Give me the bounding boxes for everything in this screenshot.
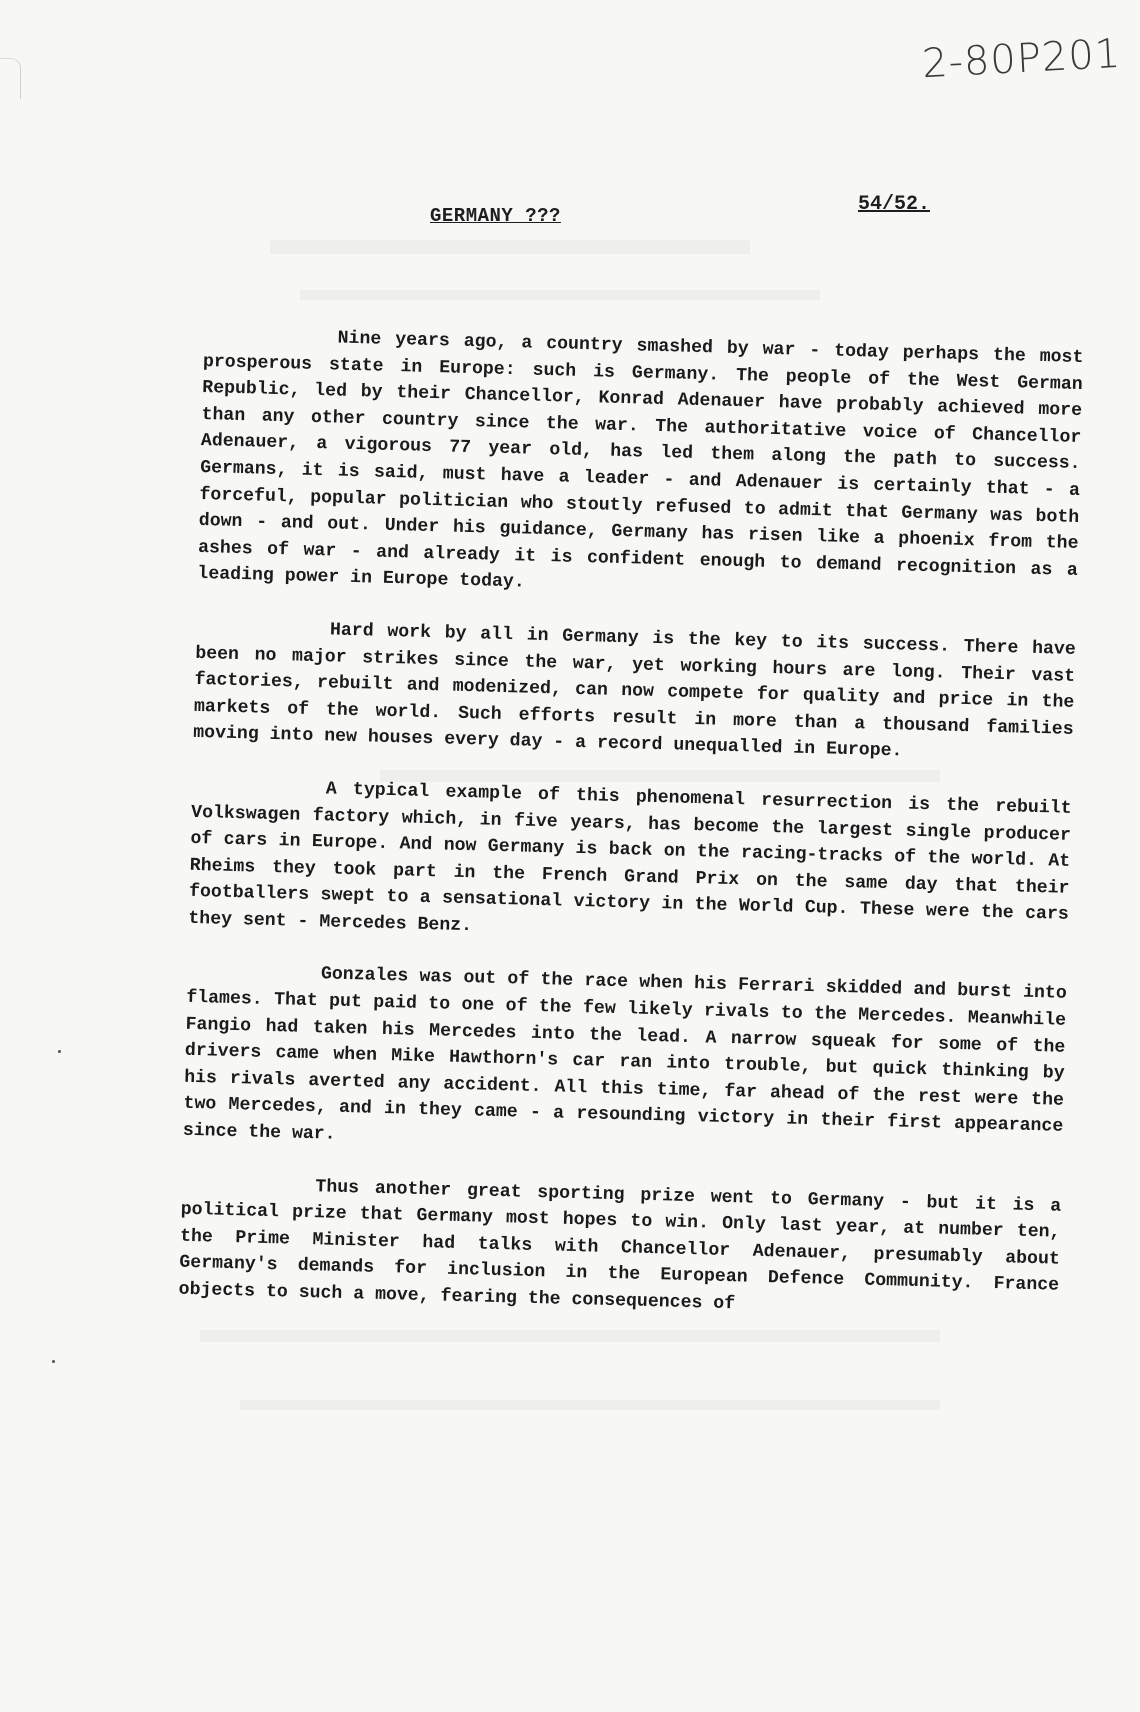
show-through-shadow bbox=[300, 290, 820, 300]
paragraph-2: Hard work by all in Germany is the key to its success. There have been no major strikes since the war, yet working hours are long. Their vast factories, rebuilt and modenized, can now compete for quality and price in the markets of the world. Such efforts result in more than a thousand families moving into new houses every day - a record unequalled in Europe. bbox=[192, 620, 1076, 762]
handwritten-reference-number: 2-80P201 bbox=[920, 30, 1123, 88]
document-body bbox=[178, 322, 1084, 1352]
scan-speck bbox=[58, 1050, 61, 1053]
show-through-shadow bbox=[270, 240, 750, 254]
document-number: 54/52. bbox=[858, 193, 931, 216]
scan-speck bbox=[52, 1360, 55, 1363]
paragraph-1: Nine years ago, a country smashed by war - today perhaps the most prosperous state in Europe: such is Germany. The people of the West German Republic, led by their Chancellor, Konrad Adenauer have probably achieved more than any other country since the war. The authoritative voice of Chancellor Adenauer, a vigorous 77 year old, has led them along the path to success. Germans, it is said, must have a leader - and Adenauer is certainly that - a forceful, popular politician who stoutly refused to admit that Germany was both down - and out. Under his guidance, Germany has risen like a phoenix from the ashes of war - and already it is confident enough to demand recognition as a leading power in Europe today. bbox=[197, 328, 1084, 593]
show-through-shadow bbox=[240, 1400, 940, 1410]
paragraph-3: A typical example of this phenomenal resurrection is the rebuilt Volkswagen factory which, in five years, has become the largest single producer of cars in Europe. And now Germany is back on the racing-tracks of the world. At Rheims they took part in the French Grand Prix on the same day that their footballers swept to a sensational victory in the World Cup. These were the cars they sent - Mercedes Benz. bbox=[188, 779, 1072, 937]
paragraph-5: Thus another great sporting prize went to Germany - but it is a political prize that Germany most hopes to win. Only last year, at number ten, the Prime Minister had talks with Chancellor Adenauer, presumably about Germany's demands for inclusion in the European Defence Community. France objects to such a move, fearing the consequences of bbox=[178, 1176, 1062, 1315]
document-title: GERMANY ??? bbox=[430, 205, 561, 227]
margin-pencil-mark bbox=[0, 58, 21, 99]
paragraph-4: Gonzales was out of the race when his Ferrari skidded and burst into flames. That put paid to one of the few likely rivals to the Mercedes. Meanwhile Fangio had taken his Mercedes into the lead. A narrow squeak for some of the drivers came when Mike Hawthorn's car ran into trouble, but quick thinking by his rivals averted any accident. All this time, far ahead of the rest were the two Mercedes, and in they came - a resounding victory in their first appearance since the war. bbox=[182, 964, 1067, 1145]
